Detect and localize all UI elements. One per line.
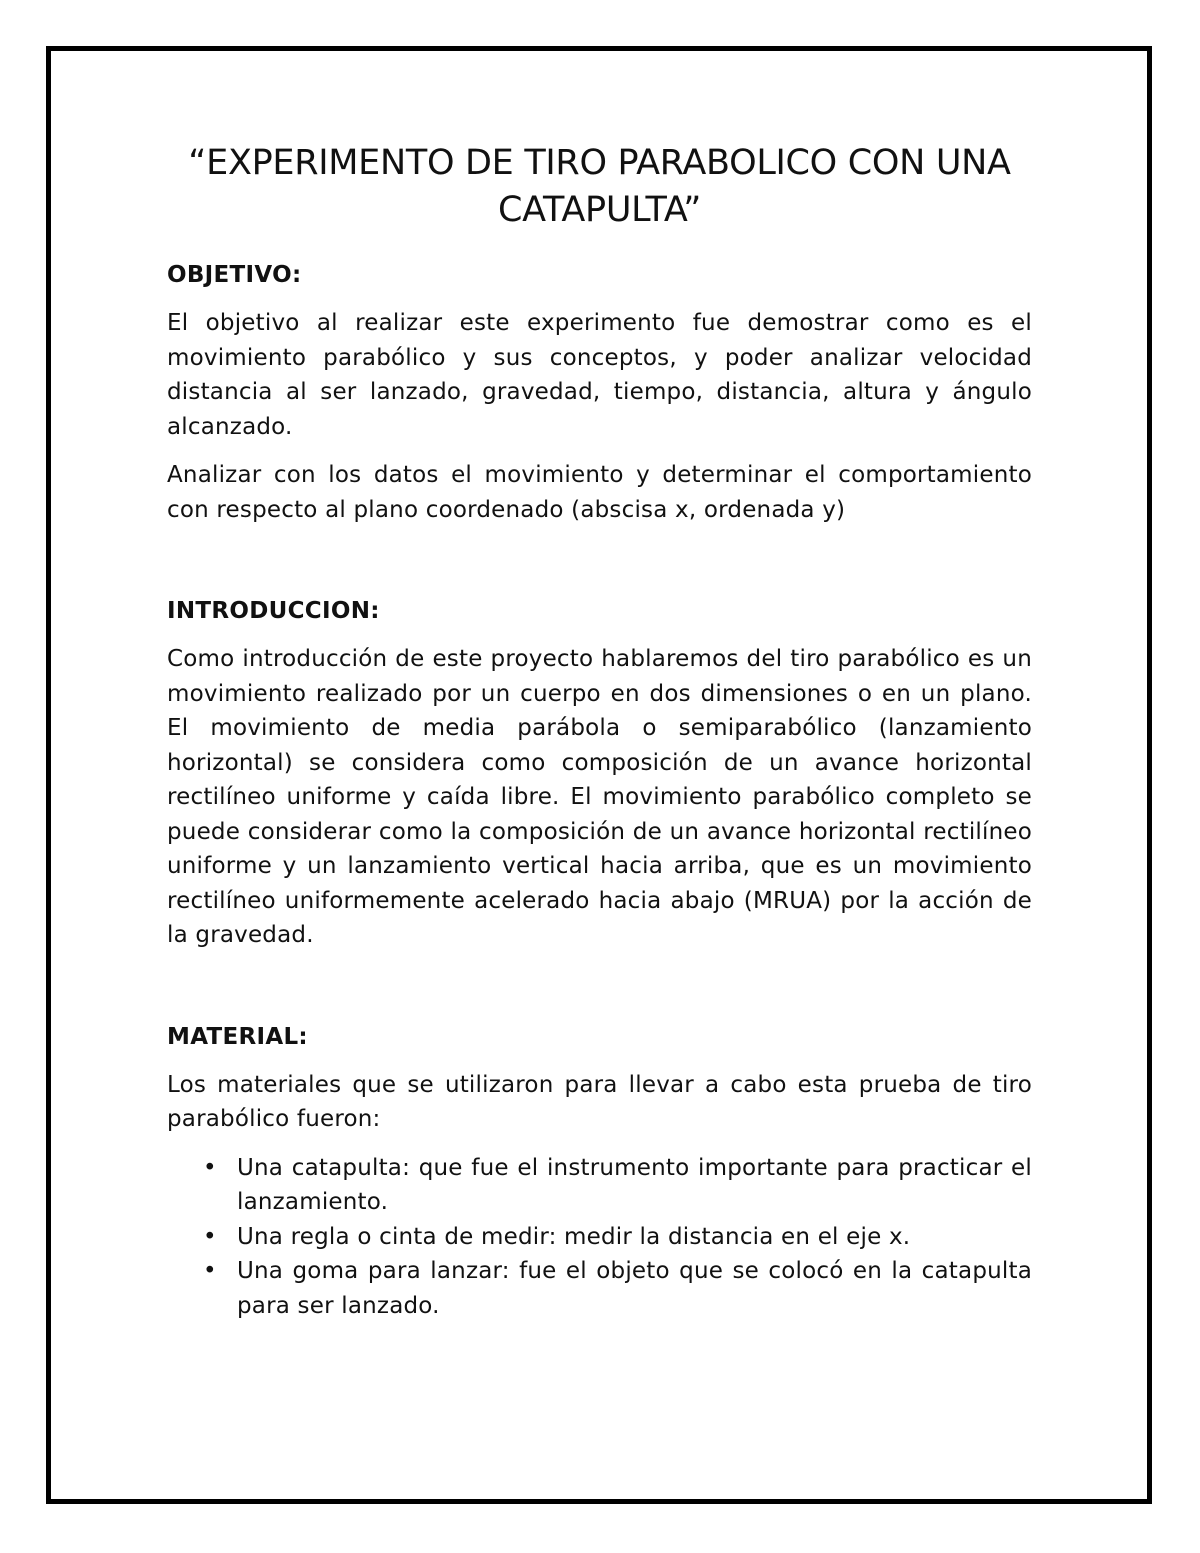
section-spacer: [167, 541, 1032, 596]
material-list: [167, 1151, 1032, 1324]
introduccion-section: [167, 596, 1032, 953]
list-item-text: Una goma para lanzar: fue el objeto que se colocó en la catapulta para ser lanzado.: [237, 1258, 1032, 1319]
section-spacer: [167, 967, 1032, 1022]
bullet-icon: •: [203, 1154, 217, 1181]
bullet-icon: •: [203, 1258, 217, 1284]
document-body: [167, 140, 1032, 1323]
document-title: “EXPERIMENTO DE TIRO PARABOLICO CON UNA CATAPULTA”: [188, 143, 1011, 230]
list-item-text: Una catapulta: que fue el instrumento importante para practicar el lanzamiento.: [237, 1154, 1032, 1215]
material-paragraph: Los materiales que se utilizaron para llevar a cabo esta prueba de tiro parabólico fueron:: [167, 1071, 1032, 1132]
objetivo-paragraph-2: Analizar con los datos el movimiento y determinar el comportamiento con respecto al plano coordenado (abscisa x, ordenada y): [167, 462, 1032, 523]
bullet-icon: •: [203, 1223, 217, 1250]
introduccion-heading: INTRODUCCION:: [167, 598, 380, 624]
objetivo-section: [167, 260, 1032, 527]
material-heading: MATERIAL:: [167, 1023, 308, 1050]
list-item-text: Una regla o cinta de medir: medir la distancia en el eje x.: [237, 1223, 911, 1250]
list-item: [167, 1151, 1032, 1220]
objetivo-heading: OBJETIVO:: [167, 262, 302, 288]
material-section: [167, 1022, 1032, 1324]
objetivo-paragraph-1: El objetivo al realizar este experimento fue demostrar como es el movimiento parabólico y sus conceptos, y poder analizar velocidad distancia al ser lanzado, gravedad, tiempo, distancia, altura y ángulo alcanzado.: [167, 310, 1032, 440]
introduccion-paragraph: Como introducción de este proyecto hablaremos del tiro parabólico es un movimiento realizado por un cuerpo en dos dimensiones o en un plano. El movimiento de media parábola o semiparabólico (lanzamiento horizontal) se considera como composición de un avance horizontal rectilíneo uniforme y caída libre. El movimiento parabólico completo se puede considerar como la composición de un avance horizontal rectilíneo uniforme y un lanzamiento vertical hacia arriba, que es un movimiento rectilíneo uniformemente acelerado hacia abajo (MRUA) por la acción de la gravedad.: [167, 646, 1032, 948]
list-item: [167, 1220, 1032, 1255]
list-item: [167, 1254, 1032, 1323]
